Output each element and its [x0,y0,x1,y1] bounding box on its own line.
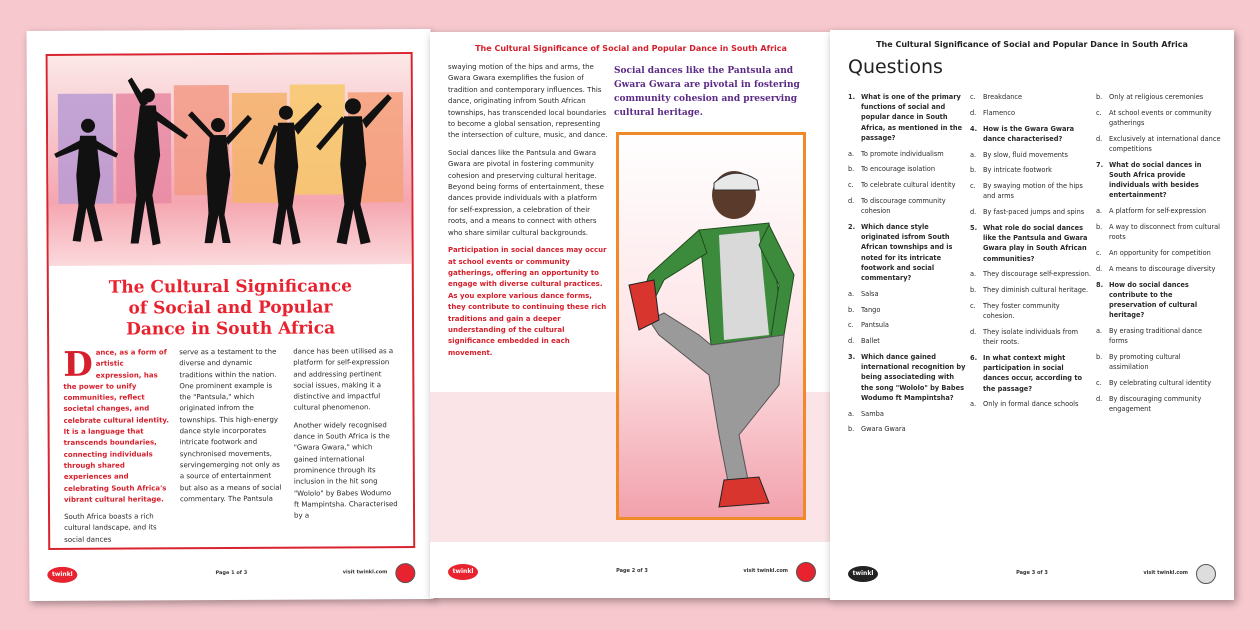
option[interactable]: a. Samba [848,409,884,418]
option[interactable]: b. They diminish cultural heritage. [970,286,1089,295]
option[interactable]: c. They foster community cohesion. [970,301,1060,321]
badge-icon [796,562,816,582]
page-1-column-2 [179,347,284,506]
badge-icon [1196,564,1216,584]
intro-paragraph: ance, as a form of artistic expression, has the power to unify communities, reflect societal changes, and celebrate cultural identity. It is a language that transcends boundaries, connecting individuals through shared experiences and celebrating South Africa's vibrant cultural heritage. [63,348,170,504]
option[interactable]: a. Salsa [848,289,879,298]
option[interactable]: c. An opportunity for competition [1096,249,1211,257]
paragraph: Social dances like the Pantsula and Gwara Gwara are pivotal in fostering community cohesion and preserving cultural heritage. Beyond being forms of entertainment, these dances provide individuals with a platform for self-expression, a celebration of their roots, and a means to connect with others who share similar cultural backgrounds. [448,148,604,237]
option[interactable]: d. To discourage community cohesion [848,197,946,216]
twinkl-logo: twinkl [47,567,77,583]
option[interactable]: c. By celebrating cultural identity [1096,379,1212,387]
paragraph: swaying motion of the hips and arms, the Gwara Gwara exemplifies the fusion of tradition and contemporary influences. This dance, originating infrom South African townships, has transcended local boundaries to become a global sensation, representing the intersection of culture, music, and dance. [448,63,608,140]
question-7: What do social dances in South Africa provide individuals with besides entertainment? [1109,160,1202,200]
option[interactable]: c. Breakdance [970,93,1023,101]
page-1-column-3 [293,346,398,522]
option[interactable]: d. Exclusively at international dance competitions [1096,134,1221,153]
option[interactable]: a. To promote individualism [848,149,944,158]
question-4: How is the Gwara Gwara dance characterised? [983,124,1075,143]
option[interactable]: b. Only at religious ceremonies [1096,93,1204,101]
option[interactable]: b. By promoting cultural assimilation [1096,353,1181,372]
option[interactable]: a. By slow, fluid movements [970,150,1068,159]
twinkl-logo: twinkl [848,566,878,582]
page-number: Page 2 of 3 [616,568,648,574]
paragraph: dance has been utilised as a platform for self-expression and addressing pertinent social issues, making it a distinctive and impactful cultural phenomenon. [293,347,394,413]
questions-column-2: c. Breakdance d. Flamenco 4. How is the Gwara Gwara dance characterised? a. By slow, fluid movements b. By intricate footwork c. By swaying motion of the hips and arms d. By fast-paced jumps and spins 5. What role do social dances like the Pantsula and Gwara Gwara play in South African communities? a. They discourage self-expression. b. They diminish cultural heritage. c. They foster community cohesion. d. They isolate individuals from their roots. 6. In what context might participation in social dances occur, according to the passage? a. Only in formal dance schools [970,93,1091,409]
visit-link[interactable]: visit twinkl.com [1143,570,1188,576]
question-5: What role do social dances like the Pantsula and Gwara Gwara play in South African communities? [983,223,1088,263]
page-2-column [448,62,608,359]
breakdancer-image [619,135,803,517]
visit-link[interactable]: visit twinkl.com [743,568,788,574]
paragraph: South Africa boasts a rich cultural landscape, and its social dances [64,512,157,544]
option[interactable]: d. A means to discourage diversity [1096,264,1216,273]
visit-link[interactable]: visit twinkl.com [342,569,388,576]
questions-column-3: b. Only at religious ceremonies c. At school events or community gatherings d. Exclusively at international dance competitions 7. What do social dances in South Africa provide individuals with besides entertainment? a. A platform for self-expression b. A way to disconnect from cultural roots c. An opportunity for competition d. A means to discourage diversity 8. How do social dances contribute to the preservation of cultural heritage? a. By erasing traditional dance forms b. By promoting cultural assimilation c. By celebrating cultural identity d. By discouraging community engagement [1096,93,1221,413]
option[interactable]: c. To celebrate cultural identity [848,181,956,190]
page-3 [830,30,1234,600]
option[interactable]: d. Ballet [848,337,880,346]
questions-column-1: 1. What is one of the primary functions of social and popular dance in South Africa, as mentioned in the passage? a. To promote individualism b. To encourage isolation c. To celebrate cultural identity d. To discourage community cohesion 2. Which dance style originated isfrom South African townships and is noted for its intricate footwork and social commentary? a. Salsa b. Tango c. Pantsula d. Ballet 3. Which dance gained international recognition by being associateding with the song "Wololo" by Babes Wodumo ft Mampintsha? a. Samba b. Gwara Gwara [848,93,966,434]
page-2-title: The Cultural Significance of Social and Popular Dance in South Africa [475,44,787,53]
page-footer [444,560,820,584]
option[interactable]: a. They discourage self-expression. [970,270,1091,279]
option[interactable]: b. A way to disconnect from cultural roots [1096,223,1221,242]
option[interactable]: a. By erasing traditional dance forms [1096,327,1203,346]
page-1-column-1 [63,344,172,546]
hero-image [48,54,412,266]
page-1-frame [46,52,416,550]
paragraph: Another widely recognised dance in South Africa is the "Gwara Gwara," which gained international prominence through its inclusion in the hit song "Wololo" by Babes Wodumo ft Mampintsha. Characterised by a [293,420,398,520]
page-3-title: The Cultural Significance of Social and Popular Dance in South Africa [876,40,1188,49]
page-footer [844,562,1220,586]
page-footer [43,561,419,587]
badge-icon [395,563,415,583]
option[interactable]: c. By swaying motion of the hips and arms [970,182,1083,201]
page-2 [430,32,832,598]
pull-quote: Social dances like the Pantsula and Gwara Gwara are pivotal in fostering community cohesion and preserving cultural heritage. [614,66,800,118]
page-number: Page 3 of 3 [1016,570,1048,576]
highlight-paragraph: Participation in social dances may occur at school events or community gatherings, offering an opportunity to engage with diverse cultural practices. As you explore various dance forms, they contribute to continuing these rich traditions and gain a deeper understanding of the cultural significance embedded in each movement. [448,246,607,357]
paragraph: serve as a testament to the diverse and dynamic traditions within the nation. One prominent example is the "Pantsula," which originated infrom the townships. This high-energy dance style incorporates intricate footwork and synchronised movements, servingemerging not only as a source of entertainment but also as a means of social commentary. The Pantsula [179,347,282,504]
option[interactable]: d. By discouraging community engagement [1096,394,1202,413]
drop-cap: D [63,344,93,385]
option[interactable]: b. Tango [848,305,881,314]
twinkl-logo: twinkl [448,564,478,580]
option[interactable]: b. By intricate footwork [970,166,1052,175]
page-1 [27,29,434,601]
option[interactable]: b. Gwara Gwara [848,425,906,434]
questions-heading: Questions [848,56,943,78]
option[interactable]: c. At school events or community gatherings [1096,108,1212,127]
page-number: Page 1 of 3 [215,569,248,577]
question-2: Which dance style originated isfrom South African townships and is noted for its intricate footwork and social commentary? [861,223,953,283]
option[interactable]: b. To encourage isolation [848,165,936,174]
option[interactable]: c. Pantsula [848,321,889,330]
dancer-illustration [616,132,806,520]
option[interactable]: d. Flamenco [970,108,1015,117]
question-8: How do social dances contribute to the preservation of cultural heritage? [1109,280,1198,320]
page-1-title: The Cultural Significance of Social and Popular Dance in South Africa [108,276,353,340]
question-1: What is one of the primary functions of social and popular dance in South Africa, as mentioned in the passage? [861,93,963,142]
option[interactable]: d. By fast-paced jumps and spins [970,208,1085,217]
option[interactable]: a. A platform for self-expression [1096,207,1207,216]
question-3: Which dance gained international recognition by being associateding with the song "Wololo" by Babes Wodumo ft Mampintsha? [861,353,966,402]
dancer-silhouettes [48,54,416,266]
question-6: In what context might participation in social dances occur, according to the passage? [983,353,1083,393]
option[interactable]: a. Only in formal dance schools [970,400,1079,409]
option[interactable]: d. They isolate individuals from their roots. [970,327,1079,347]
